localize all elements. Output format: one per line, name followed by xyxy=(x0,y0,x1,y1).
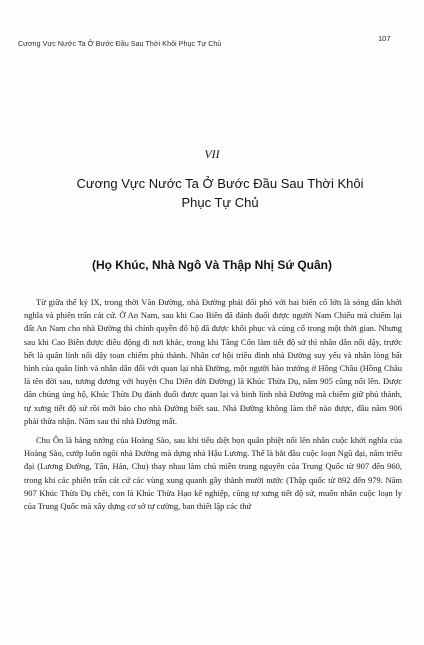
chapter-subtitle: (Họ Khúc, Nhà Ngô Và Thập Nhị Sứ Quân) xyxy=(91,258,333,272)
body-text xyxy=(24,296,402,519)
chapter-title xyxy=(20,174,420,212)
chapter-title-line-2: Phục Tự Chủ xyxy=(181,195,259,210)
page-number: 107 xyxy=(378,34,391,43)
paragraph-1: Từ giữa thế kỷ IX, trong thời Vãn Đường, nhà Đường phải đối phó với hai biến cố lớn là sóng dân khởi nghĩa và phiên trấn cát cứ. Ở An Nam, sau khi Cao Biền đã đánh đuổi được người Nam Chiếu mà chiếm lại đất An Nam cho nhà Đường thì chính quyền đô hộ đã được khôi phục và củng cố trong một thời gian. Nhưng sau khi Cao Biền được điều động đi nơi khác, trong khi Tăng Cổn làm tiết độ sứ thì nhân dân nổi dậy, trước hết là quân lính nổi dậy toan chiếm phủ thành. Nhân cơ hội triều đình nhà Đường suy yếu và nhân lòng bất bình của quân lính và nhân dân đối với quan lại nhà Đường, một người hào trưởng ở Hồng Châu (Hồng Châu là tên đời sau, tương đương với huyện Chu Diên đời Đường) là Khúc Thừa Dụ, năm 905 cũng nổi lên. Được dân chúng ủng hộ, Khúc Thừa Dụ đánh đuổi được quan lại và binh lính nhà Đường mà chiếm giữ phủ thành, tự xưng tiết độ sứ rồi mới báo cho nhà Đường biết sau. Nhà Đường không làm thế nào được, đầu năm 906 phải thừa nhận. Năm sau thì nhà Đường mất. xyxy=(24,297,402,426)
paragraph-2: Chu Ôn là hàng tướng của Hoàng Sào, sau khi tiêu diệt bọn quân phiệt nổi lên nhân cuộc khởi nghĩa của Hoàng Sào, cướp luôn ngôi nhà Đường mà dựng nhà Hậu Lương. Thế là bắt đầu cuộc loạn Ngũ đại, năm triều đại (Lương Đường, Tấn, Hán, Chu) thay nhau làm chủ miền trung nguyên của Trung Quốc từ 907 đến 960, trong khi các phiên trấn cát cứ các vùng xung quanh gây thành mười nước (Thập quốc từ 892 đến 979. Năm 907 Khúc Thừa Dụ chết, con là Khúc Thừa Hạo kế nghiệp, cũng tự xưng tiết độ sứ, muốn nhân cuộc loạn ly của Trung Quốc mà xây dựng cơ sở tự cường, ban thiết lập các thứ xyxy=(24,435,402,512)
chapter-title-line-1: Cương Vực Nước Ta Ở Bước Đầu Sau Thời Khôi xyxy=(76,176,364,191)
chapter-number: VII xyxy=(204,147,220,161)
running-head: Cương Vực Nước Ta Ở Bước Đầu Sau Thời Khôi Phục Tự Chủ xyxy=(18,41,222,48)
